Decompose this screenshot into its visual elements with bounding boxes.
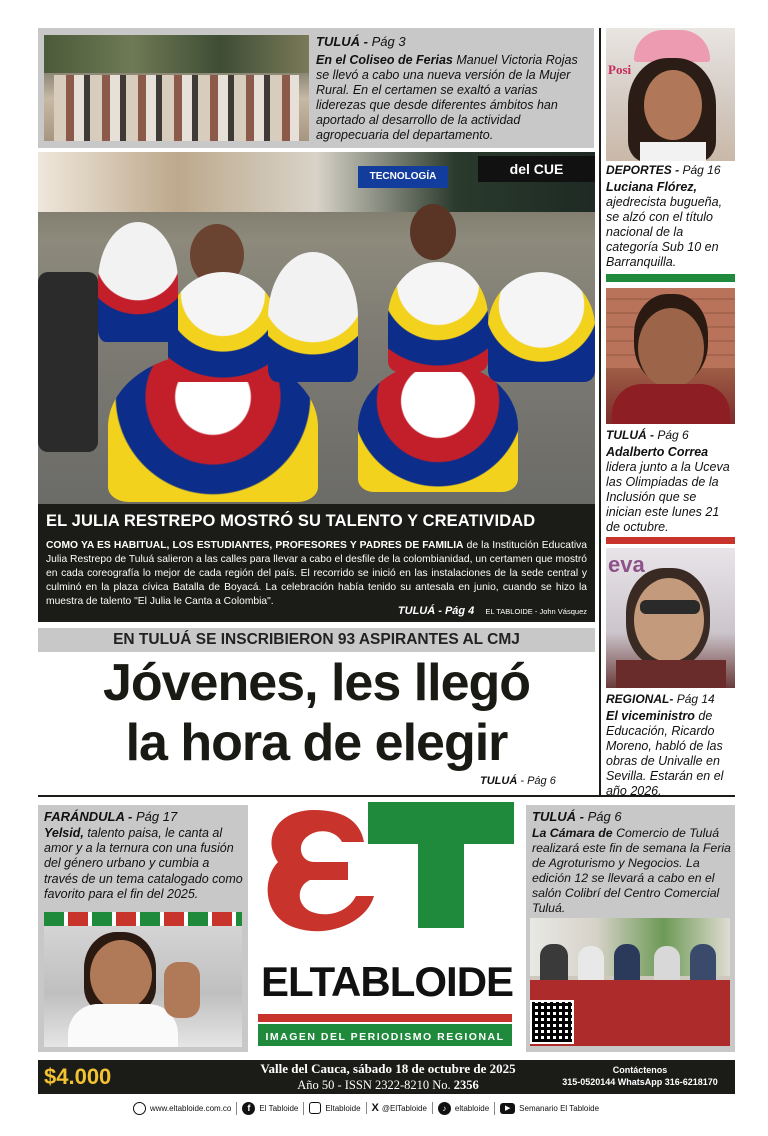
sidebar-story-3: REGIONAL- Pág 14 El viceministro de Educación, Ricardo Moreno, habló de las obras de Univalle en Sevilla. Estarán en el año 2026. xyxy=(606,692,724,798)
main-headline-line2: la hora de elegir xyxy=(125,714,508,772)
column-divider xyxy=(599,28,601,796)
facebook-icon: f xyxy=(242,1102,255,1115)
price: $4.000 xyxy=(44,1064,112,1089)
dateline: Valle del Cauca, sábado 18 de octubre de 2025 Año 50 - ISSN 2322-8210 No. 2356 xyxy=(260,1061,516,1092)
social-row xyxy=(128,1098,648,1118)
top-story-photo[interactable] xyxy=(44,35,309,141)
logo xyxy=(256,800,518,1052)
logo-tagline: IMAGEN DEL PERIODISMO REGIONAL xyxy=(265,1031,505,1043)
logo-name: ELTABLOIDE xyxy=(260,958,514,1005)
parade-ref: TULUÁ - Pág 4 EL TABLOIDE - John Vásquez xyxy=(397,605,587,617)
tiktok-icon: ♪ xyxy=(438,1102,451,1115)
youtube-icon: ▶ xyxy=(500,1103,515,1114)
backdrop-text: eva xyxy=(608,552,645,577)
cap-text: Posi xyxy=(608,62,632,77)
social-item[interactable]: f El Tabloide xyxy=(237,1102,304,1115)
social-item[interactable]: X @ElTabloide xyxy=(367,1102,433,1114)
parade-photo[interactable] xyxy=(38,152,595,504)
main-headline-line1: Jóvenes, les llegó xyxy=(102,654,531,712)
sidebar-photo-chess-player[interactable] xyxy=(606,28,735,161)
sidebar-story-1: DEPORTES - Pág 16 Luciana Flórez, ajedrecista bugueña, se alzó con el título nacional de la categoría Sub 10 en Barranquilla. xyxy=(606,163,723,269)
qr-code[interactable] xyxy=(530,1000,574,1044)
social-item[interactable]: ♪ eltabloide xyxy=(433,1102,495,1115)
top-story-section: TULUÁ - Pág 3 xyxy=(316,34,406,49)
sidebar-photo-adalberto[interactable] xyxy=(606,288,735,424)
camara-photo[interactable] xyxy=(530,918,730,1046)
contact: Contáctenos 315-0520144 WhatsApp 316-6218170 xyxy=(562,1065,718,1087)
social-item[interactable]: ▶ Semanario El Tabloide xyxy=(495,1103,604,1114)
main-ref: TULUÁ - Pág 6 xyxy=(480,775,556,787)
sidebar-photo-viceministro[interactable] xyxy=(606,548,735,688)
social-item[interactable]: Eltabloide xyxy=(304,1102,366,1114)
parade-headline: EL JULIA RESTREPO MOSTRÓ SU TALENTO Y CREATIVIDAD xyxy=(46,512,536,530)
storefront-sign: TECNOLOGÍA xyxy=(358,166,448,188)
logo-monogram xyxy=(256,800,518,1052)
parade-body: COMO YA ES HABITUAL, LOS ESTUDIANTES, PROFESORES Y PADRES DE FAMILIA de la Institución Educativa Julia Restrepo de Tuluá salieron a las calles para llevar a cabo el desfile de la colombianidad, un certamen que mostró en cada coreografía lo mejor de cada región del país. El recorrido se inició en las instalaciones de la sede central y culminó en la plaza cívica Batalla de Boyacá. La celebración había tenido su antesala en junio, cuando se hizo la muestra de talento "El Julia le Canta a Colombia". xyxy=(46,540,587,607)
sidebar-story-2: TULUÁ - Pág 6 Adalberto Correa lidera junto a la Uceva las Olimpiadas de la Inclusión que se inician este lunes 21 de octubre. xyxy=(606,428,730,534)
top-story-body: En el Coliseo de Ferias Manuel Victoria Rojas se llevó a cabo una nueva versión de la Mujer Rural. En el certamen se exaltó a varias liderezas que desde diferentes ámbitos han aportado al desarrollo de la actividad agropecuaria del departamento. xyxy=(316,53,578,142)
top-story-text xyxy=(316,34,588,143)
camara-text: TULUÁ - Pág 6 La Cámara de Comercio de Tuluá realizará este fin de semana la Feria de Agroturismo y Negocios. La edición 12 se llevará a cabo en el salón Colibrí del Centro Comercial Tuluá. xyxy=(532,809,731,915)
parade-caption-box xyxy=(38,504,595,622)
storefront-sign: del CUE xyxy=(478,156,595,182)
flag-bar xyxy=(606,274,735,282)
main-kicker: EN TULUÁ SE INSCRIBIERON 93 ASPIRANTES AL CMJ xyxy=(38,628,595,652)
flag-bar xyxy=(606,537,735,544)
social-item[interactable]: www.eltabloide.com.co xyxy=(128,1102,237,1115)
x-icon: X xyxy=(371,1102,379,1114)
farandula-text: FARÁNDULA - Pág 17 Yelsid, talento paisa, le canta al amor y a la ternura con una fusión del género urbano y cumbia a través de un tema catalogado como favorito para el fin del 2025. xyxy=(44,809,243,901)
instagram-icon xyxy=(309,1102,321,1114)
globe-icon xyxy=(133,1102,146,1115)
farandula-photo[interactable] xyxy=(44,912,242,1047)
